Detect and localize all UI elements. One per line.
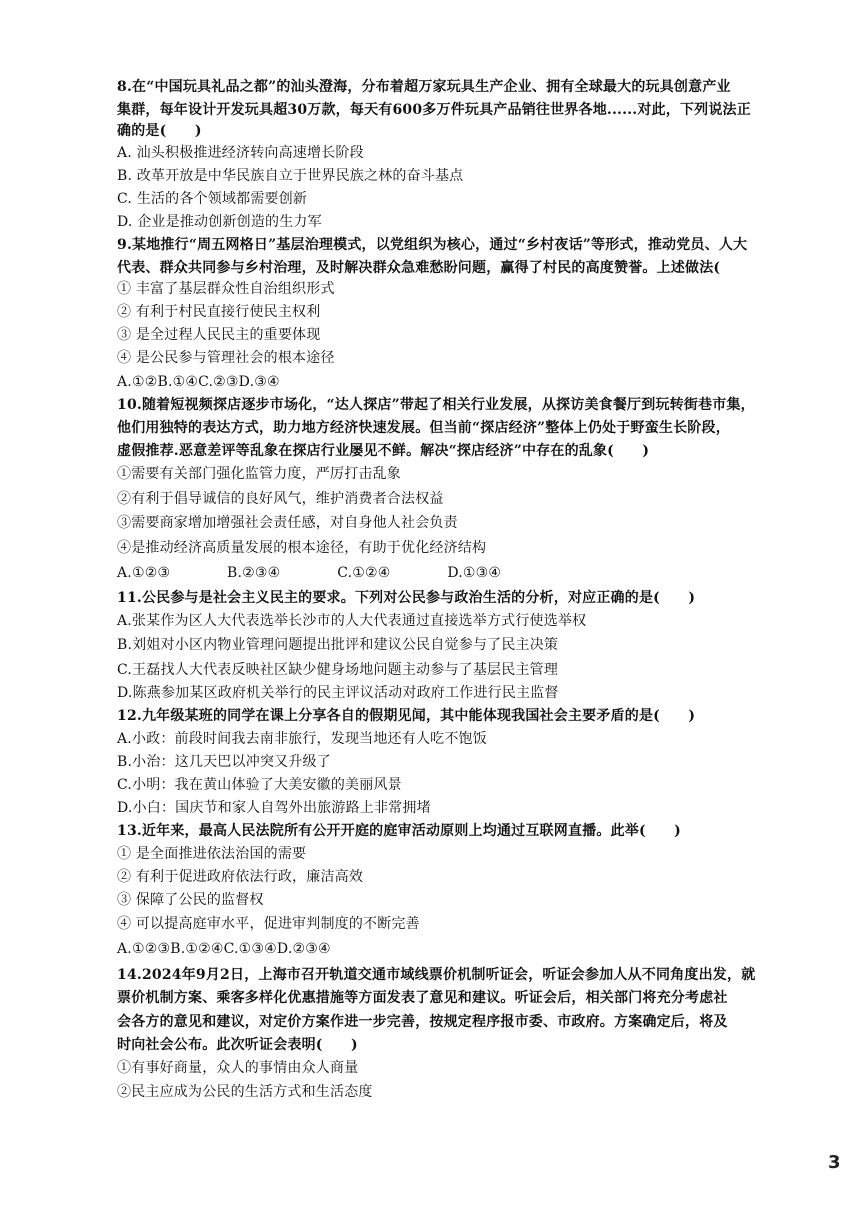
question-11-option: C.王磊找人大代表反映社区缺少健身场地问题主动参与了基层民主管理 [117, 662, 559, 678]
question-14-stem-line: 时向社会公布。此次听证会表明( ) [117, 1037, 358, 1053]
question-14-option: ①有事好商量，众人的事情由众人商量 [117, 1060, 359, 1076]
question-12-stem-line: 12.九年级某班的同学在课上分享各自的假期见闻，其中能体现我国社会主要矛盾的是( ) [117, 708, 696, 724]
question-10-stem-line: 虚假推荐.恶意差评等乱象在探店行业屡见不鲜。解决“探店经济”中存在的乱象( ) [117, 443, 650, 459]
question-11-option: A.张某作为区人大代表选举长沙市的人大代表通过直接选举方式行使选举权 [117, 613, 587, 629]
question-9-option: A.①②B.①④C.②③D.③④ [117, 374, 280, 390]
question-8-stem-line: 确的是( ) [117, 123, 202, 139]
question-10-option: ③需要商家增加增强社会责任感，对自身他人社会负责 [117, 515, 458, 531]
question-9-stem-line: 9.某地推行“周五网格日”基层治理模式，以党组织为核心，通过“乡村夜话”等形式，推动党员、人大 [117, 237, 748, 253]
question-12-option: A.小政：前段时间我去南非旅行，发现当地还有人吃不饱饭 [117, 731, 487, 747]
question-13-option: ② 有利于促进政府依法行政，廉洁高效 [117, 869, 364, 885]
question-11-option: D.陈燕参加某区政府机关举行的民主评议活动对政府工作进行民主监督 [117, 685, 559, 701]
question-8-option: C. 生活的各个领域都需要创新 [117, 191, 308, 207]
question-14-stem-line: 票价机制方案、乘客多样化优惠措施等方面发表了意见和建议。听证会后，相关部门将充分考虑社 [117, 990, 728, 1006]
question-9-option: ① 丰富了基层群众性自治组织形式 [117, 281, 335, 297]
question-8-option: D. 企业是推动创新创造的生力军 [117, 214, 322, 230]
question-8-option: B. 改革开放是中华民族自立于世界民族之林的奋斗基点 [117, 168, 464, 184]
question-13-stem-line: 13.近年来，最高人民法院所有公开开庭的庭审活动原则上均通过互联网直播。此举( ) [117, 823, 682, 839]
question-8-option: A. 汕头积极推进经济转向高速增长阶段 [117, 145, 364, 161]
question-14-option: ②民主应成为公民的生活方式和生活态度 [117, 1084, 373, 1100]
question-14-stem-line: 会各方的意见和建议，对定价方案作进一步完善，按规定程序报市委、市政府。方案确定后，将及 [117, 1014, 728, 1030]
question-13-option: ① 是全面推进依法治国的需要 [117, 846, 307, 862]
question-11-option: B.刘姐对小区内物业管理问题提出批评和建议公民自觉参与了民主决策 [117, 637, 559, 653]
question-10-option: ①需要有关部门强化监管力度，严厉打击乱象 [117, 466, 401, 482]
question-9-stem-line: 代表、群众共同参与乡村治理，及时解决群众急难愁盼问题，赢得了村民的高度赞誉。上述做法( [117, 260, 721, 276]
question-13-option: ④ 可以提高庭审水平，促进审判制度的不断完善 [117, 916, 420, 932]
question-10-option: ②有利于倡导诚信的良好风气，维护消费者合法权益 [117, 491, 444, 507]
question-8-stem-line: 集群，每年设计开发玩具超30万款，每天有600多万件玩具产品销往世界各地......对此，下列说法正 [117, 102, 751, 118]
question-14-stem-line: 14.2024年9月2日，上海市召开轨道交通市域线票价机制听证会，听证会参加人从不同角度出发，就 [117, 967, 756, 983]
question-9-option: ④ 是公民参与管理社会的根本途径 [117, 350, 335, 366]
question-8-stem-line: 8.在“中国玩具礼品之都”的汕头澄海，分布着超万家玩具生产企业、拥有全球最大的玩具创意产业 [117, 79, 731, 95]
question-9-option: ③ 是全过程人民民主的重要体现 [117, 327, 321, 343]
question-10-stem-line: 他们用独特的表达方式，助力地方经济快速发展。但当前“探店经济”整体上仍处于野蛮生长阶段， [117, 420, 730, 436]
page-number: 3 [828, 1152, 841, 1173]
question-10-option: A.①②③ B.②③④ C.①②④ D.①③④ [117, 565, 502, 581]
question-13-option: ③ 保障了公民的监督权 [117, 892, 264, 908]
question-12-option: C.小明：我在黄山体验了大美安徽的美丽风景 [117, 777, 402, 793]
question-10-stem-line: 10.随着短视频探店逐步市场化，“达人探店”带起了相关行业发展，从探访美食餐厅到玩转街巷市集， [117, 397, 755, 413]
question-9-option: ② 有利于村民直接行使民主权利 [117, 304, 321, 320]
question-13-option: A.①②③B.①②④C.①③④D.②③④ [117, 941, 331, 957]
question-11-stem-line: 11.公民参与是社会主义民主的要求。下列对公民参与政治生活的分析，对应正确的是( ) [117, 590, 696, 606]
question-12-option: D.小白：国庆节和家人自驾外出旅游路上非常拥堵 [117, 800, 431, 816]
question-12-option: B.小治：这几天巴以冲突又升级了 [117, 754, 331, 770]
question-10-option: ④是推动经济高质量发展的根本途径，有助于优化经济结构 [117, 540, 487, 556]
